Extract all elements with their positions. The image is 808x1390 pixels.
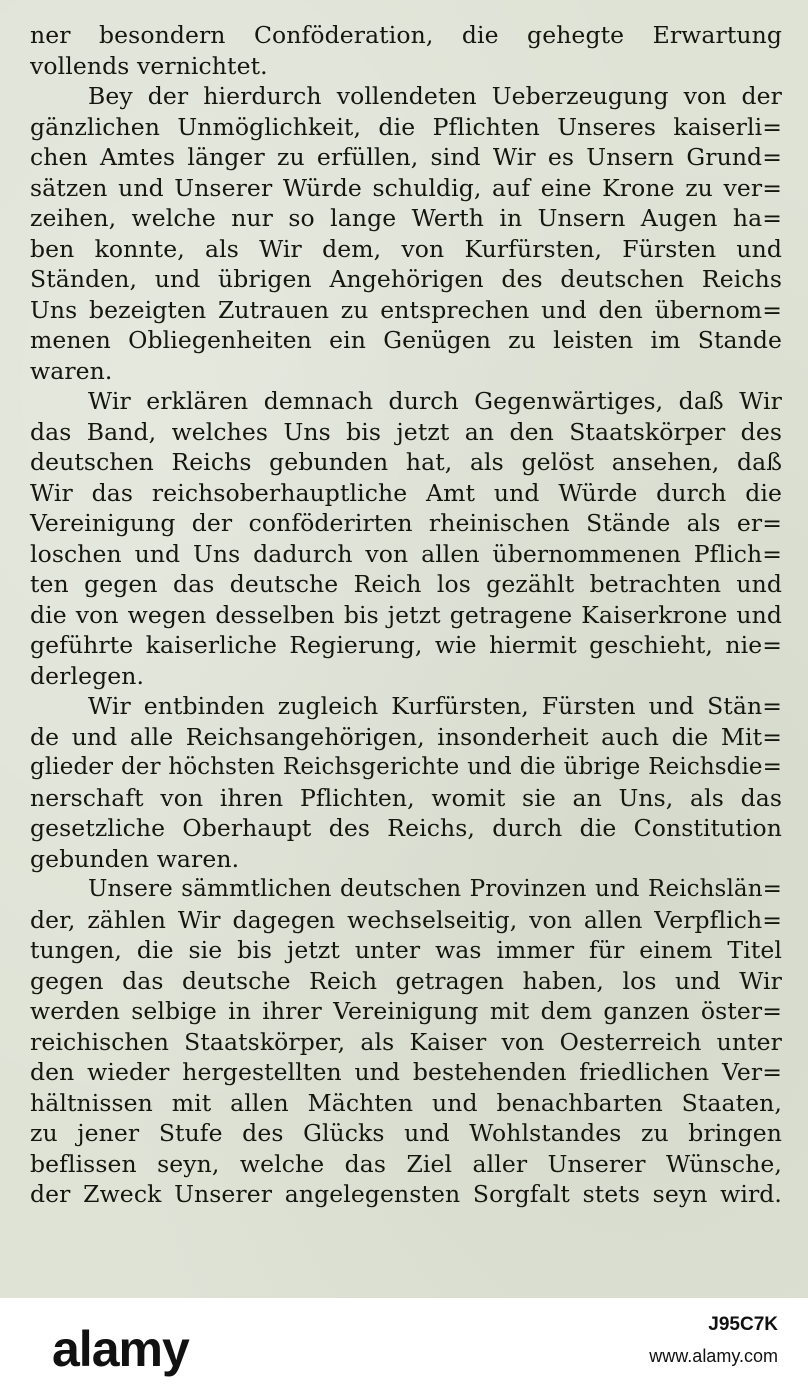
text-line: gänzlichen Unmöglichkeit, die Pflichten Unseres kaiserli= xyxy=(30,112,782,141)
text-line: reichischen Staatskörper, als Kaiser von Oesterreich unter xyxy=(30,1027,782,1056)
text-line: menen Obliegenheiten ein Genügen zu leisten im Stande xyxy=(30,326,782,354)
text-line: loschen und Uns dadurch von allen übernommenen Pflich= xyxy=(30,539,782,568)
watermark-bar xyxy=(0,1298,808,1390)
text-line: ben konnte, als Wir dem, von Kurfürsten, Fürsten und xyxy=(30,234,782,263)
text-line: die von wegen desselben bis jetzt getragene Kaiserkrone und xyxy=(30,600,782,629)
text-line: waren. xyxy=(30,356,113,385)
text-line: hältnissen mit allen Mächten und benachbarten Staaten, xyxy=(30,1088,782,1117)
text-line: das Band, welches Uns bis jetzt an den Staatskörper des xyxy=(30,417,782,446)
text-line: Bey der hierdurch vollendeten Ueberzeugung von der xyxy=(88,82,782,110)
text-line: gegen das deutsche Reich getragen haben, los und Wir xyxy=(30,966,782,995)
text-line: Vereinigung der conföderirten rheinischen Stände als er= xyxy=(30,509,782,537)
text-line: der, zählen Wir dagegen wechselseitig, von allen Verpflich= xyxy=(30,905,782,934)
text-line: Uns bezeigten Zutrauen zu entsprechen und den übernom= xyxy=(30,295,782,324)
text-line: werden selbige in ihrer Vereinigung mit dem ganzen öster= xyxy=(30,997,782,1025)
text-line: Wir erklären demnach durch Gegenwärtiges, daß Wir xyxy=(88,387,782,415)
text-line: ner besondern Conföderation, die gehegte Erwartung xyxy=(30,21,782,49)
text-line: den wieder hergestellten und bestehenden friedlichen Ver= xyxy=(30,1058,782,1086)
text-line: tungen, die sie bis jetzt unter was immer für einem Titel xyxy=(30,936,782,964)
text-line: gebunden waren. xyxy=(30,844,240,873)
text-line: nerschaft von ihren Pflichten, womit sie an Uns, als das xyxy=(30,783,782,812)
text-line: geführte kaiserliche Regierung, wie hiermit geschieht, nie= xyxy=(30,631,782,659)
text-line: glieder der höchsten Reichsgerichte und die übrige Reichsdie= xyxy=(30,754,782,780)
watermark-logo: alamy xyxy=(52,1321,189,1377)
text-line: Unsere sämmtlichen deutschen Provinzen und Reichslän= xyxy=(88,876,782,902)
text-line: chen Amtes länger zu erfüllen, sind Wir es Unsern Grund= xyxy=(30,143,782,171)
text-line: der Zweck Unserer angelegensten Sorgfalt stets seyn wird. xyxy=(30,1180,782,1208)
text-line: zeihen, welche nur so lange Werth in Unsern Augen ha= xyxy=(30,204,782,232)
text-line: ten gegen das deutsche Reich los gezählt betrachten und xyxy=(30,570,782,598)
watermark-url: www.alamy.com xyxy=(649,1346,778,1366)
text-line: zu jener Stufe des Glücks und Wohlstandes zu bringen xyxy=(30,1119,782,1147)
text-line: Wir entbinden zugleich Kurfürsten, Fürsten und Stän= xyxy=(88,692,782,720)
text-line: deutschen Reichs gebunden hat, als gelöst ansehen, daß xyxy=(30,448,782,476)
text-line: gesetzliche Oberhaupt des Reichs, durch die Constitution xyxy=(30,814,782,842)
text-line: de und alle Reichsangehörigen, insonderheit auch die Mit= xyxy=(30,722,782,751)
text-line: beflissen seyn, welche das Ziel aller Unserer Wünsche, xyxy=(30,1149,782,1178)
text-line: Ständen, und übrigen Angehörigen des deutschen Reichs xyxy=(30,265,782,293)
watermark-image-id: J95C7K xyxy=(708,1314,778,1335)
text-line: sätzen und Unserer Würde schuldig, auf eine Krone zu ver= xyxy=(30,173,782,202)
text-line: Wir das reichsoberhauptliche Amt und Würde durch die xyxy=(30,478,782,507)
text-line: vollends vernichtet. xyxy=(30,51,268,80)
text-line: derlegen. xyxy=(30,661,145,690)
